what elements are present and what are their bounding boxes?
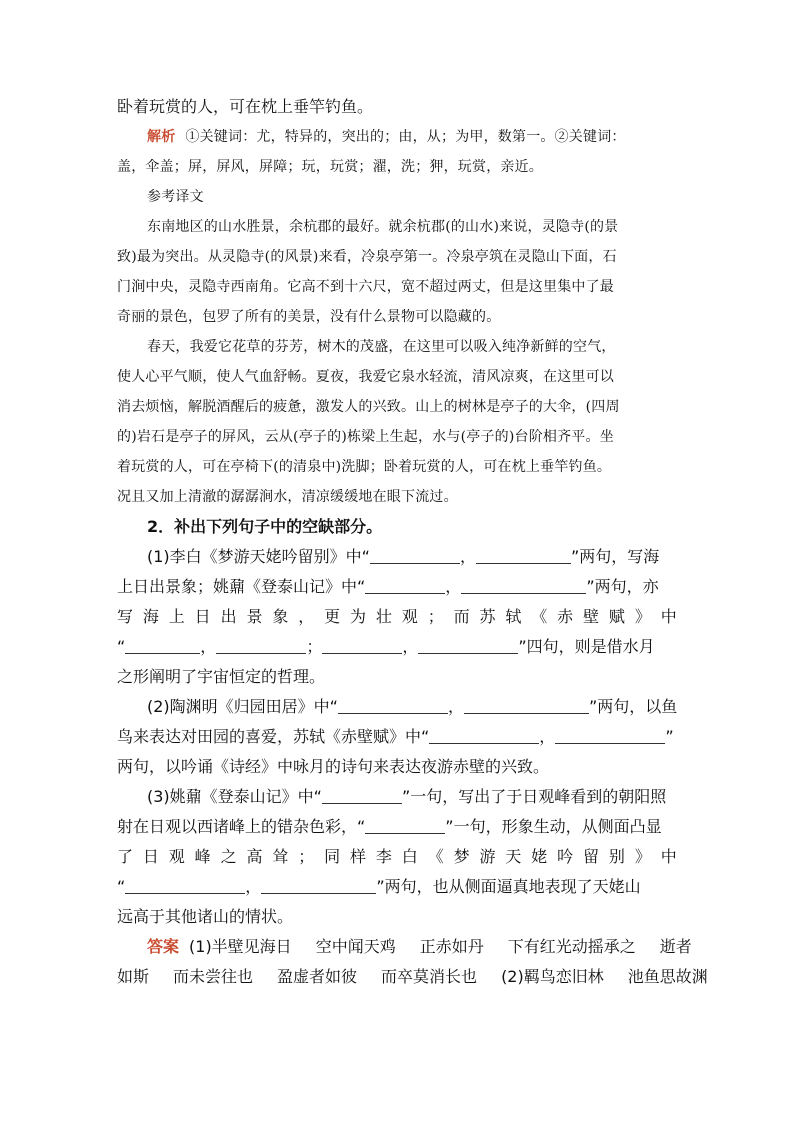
question-1-line-3 (117, 602, 677, 632)
question-char: 上 (168, 607, 185, 626)
reference-line: 况且又加上清澈的潺潺涧水，清凉缓缓地在眼下流过。 (117, 489, 458, 505)
question-3-line-5: 远高于其他诸山的情状。 (117, 907, 294, 926)
question-2-line-3: 两句，以吟诵《诗经》中咏月的诗句来表达夜游赤壁的兴致。 (117, 757, 550, 776)
question-char: 中 (660, 847, 677, 866)
question-char: 观 (401, 607, 418, 626)
question-char: 《 (531, 607, 548, 626)
translation-tail: 卧着玩赏的人，可在枕上垂竿钓鱼。 (117, 97, 374, 116)
question-text: (3)姚鼐《登泰山记》中“ (147, 787, 322, 806)
answer-blank[interactable] (365, 577, 445, 594)
question-char: ； (427, 607, 444, 626)
question-char: 观 (168, 847, 185, 866)
question-text: ”两句，以鱼 (588, 697, 678, 716)
answer-item: 正赤如丹 (419, 937, 484, 956)
question-text: (1)李白《梦游天姥吟留别》中“ (147, 547, 370, 566)
answer-item: 空中闻天鸡 (315, 937, 396, 956)
question-char: 景 (246, 607, 263, 626)
answer-blank[interactable] (461, 577, 586, 594)
question-text: ”两句，写海 (570, 547, 660, 566)
question-char: 出 (220, 607, 237, 626)
question-char: 同 (324, 847, 341, 866)
question-char: 赋 (608, 607, 625, 626)
answer-blank[interactable] (125, 877, 245, 894)
question-char: 游 (479, 847, 496, 866)
analysis-line-2: 盖，伞盖；屏，屏风，屏障；玩，玩赏；濯，洗；狎，玩赏，亲近。 (117, 159, 543, 175)
reference-line: 致)最为突出。从灵隐寺(的风景)来看，冷泉亭第一。冷泉亭筑在灵隐山下面，石 (117, 249, 617, 265)
punctuation: ， (445, 577, 462, 596)
answer-label: 答案 (147, 937, 180, 956)
answer-blank[interactable] (464, 697, 589, 714)
question-2-line-2 (117, 722, 677, 752)
question-1-line-5: 之形阐明了宇宙恒定的哲理。 (117, 667, 326, 686)
punctuation: ” (665, 727, 674, 746)
reference-line: 春天，我爱它花草的芬芳，树木的茂盛，在这里可以吸入纯净新鲜的空气， (147, 339, 616, 355)
question-text: 射在日观以西诸峰上的错杂色彩，“ (117, 817, 366, 836)
punctuation: “ (117, 637, 126, 656)
reference-line: 使人心平气顺，使人气血舒畅。夏夜，我爱它泉水轻流，清风凉爽，在这里可以 (117, 369, 614, 385)
question-char: 苏 (479, 607, 496, 626)
reference-line: 消去烦恼，解脱酒醒后的疲惫，激发人的兴致。山上的树林是亭子的大伞，(四周 (117, 399, 620, 415)
answer-item: 如斯 (117, 967, 150, 986)
question-3-line-2 (117, 812, 677, 842)
answer-item: 盈虚者如彼 (277, 967, 358, 986)
question-char: 梦 (453, 847, 470, 866)
reference-line: 的)岩石是亭子的屏风，云从(亭子的)栋梁上生起，水与(亭子的)台阶相齐平。坐 (117, 429, 614, 445)
answer-blank[interactable] (125, 637, 200, 654)
question-char: 写 (117, 607, 134, 626)
question-char: 姥 (531, 847, 548, 866)
question-char: 天 (505, 847, 522, 866)
answer-line-2 (117, 962, 708, 992)
punctuation: ， (200, 637, 217, 656)
question-1-line-1 (117, 542, 677, 572)
question-char: 白 (401, 847, 418, 866)
answer-item: 下有红光动摇承之 (507, 937, 636, 956)
question-3-line-4 (117, 872, 677, 902)
answer-item: 池鱼思故渊 (627, 967, 708, 986)
question-char: 为 (350, 607, 367, 626)
question-3-line-3 (117, 842, 677, 872)
question-char: 别 (608, 847, 625, 866)
question-char: 之 (220, 847, 237, 866)
question-char: 样 (350, 847, 367, 866)
answer-item: 逝者 (659, 937, 692, 956)
answer-blank[interactable] (338, 697, 448, 714)
document-content (117, 92, 708, 992)
question-text: ”两句，亦 (586, 577, 659, 596)
reference-line: 奇丽的景色，包罗了所有的美景，没有什么景物可以隐藏的。 (117, 309, 501, 325)
answer-item: 而未尝往也 (173, 967, 254, 986)
punctuation: ， (459, 547, 476, 566)
question-text: 鸟来表达对田园的喜爱，苏轼《赤壁赋》中“ (117, 727, 430, 746)
question-char: 更 (324, 607, 341, 626)
answer-blank[interactable] (429, 727, 539, 744)
punctuation: ， (447, 697, 464, 716)
question-char: ； (298, 847, 315, 866)
question-char: 中 (660, 607, 677, 626)
question-char: 日 (194, 607, 211, 626)
analysis-label: 解析 (147, 129, 176, 145)
question-char: 象 (272, 607, 289, 626)
question-char: 而 (453, 607, 470, 626)
question-char: 海 (142, 607, 159, 626)
question-1-line-4 (117, 632, 677, 662)
question-char: 吟 (557, 847, 574, 866)
answer-item: (2)羁鸟恋旧林 (501, 967, 604, 986)
question-char: 日 (142, 847, 159, 866)
question-char: 壁 (583, 607, 600, 626)
question-title: 2．补出下列句子中的空缺部分。 (147, 517, 383, 536)
question-text: ”一句，形象生动，从侧面凸显 (445, 817, 662, 836)
question-char: 高 (246, 847, 263, 866)
analysis-line-1 (117, 122, 677, 152)
question-text: 上日出景象；姚鼐《登泰山记》中“ (117, 577, 366, 596)
answer-blank[interactable] (322, 787, 402, 804)
analysis-text-1: ①关键词：尤，特异的，突出的；由，从；为甲，数第一。②关键词： (185, 129, 626, 145)
question-char: 》 (634, 607, 651, 626)
question-text: ”一句，写出了于日观峰看到的朝阳照 (401, 787, 667, 806)
reference-line: 门涧中央，灵隐寺西南角。它高不到十六尺，宽不超过两丈，但是这里集中了最 (117, 279, 614, 295)
question-char: 壮 (375, 607, 392, 626)
answer-blank[interactable] (365, 817, 445, 834)
question-char: 峰 (194, 847, 211, 866)
answer-blank[interactable] (261, 877, 376, 894)
answer-blank[interactable] (370, 547, 460, 564)
reference-line: 东南地区的山水胜景，余杭郡的最好。就余杭郡(的山水)来说，灵隐寺(的景 (147, 219, 619, 235)
answer-blank[interactable] (476, 547, 571, 564)
question-char: 》 (634, 847, 651, 866)
question-2-line-1 (117, 692, 677, 722)
punctuation: ， (402, 637, 419, 656)
question-char: 了 (117, 847, 134, 866)
question-text: (2)陶渊明《归园田居》中“ (147, 697, 338, 716)
question-char: ， (298, 607, 315, 626)
punctuation: ； (306, 637, 323, 656)
question-3-line-1 (117, 782, 677, 812)
reference-line: 着玩赏的人，可在亭椅下(的清泉中)洗脚；卧着玩赏的人，可在枕上垂竿钓鱼。 (117, 459, 612, 475)
punctuation: ， (245, 877, 262, 896)
answer-blank[interactable] (555, 727, 665, 744)
question-char: 留 (583, 847, 600, 866)
question-char: 耸 (272, 847, 289, 866)
question-char: 李 (375, 847, 392, 866)
answer-item: (1)半壁见海日 (189, 937, 292, 956)
reference-title: 参考译文 (147, 189, 204, 205)
punctuation: “ (117, 877, 126, 896)
question-1-line-2 (117, 572, 677, 602)
answer-line-1 (117, 932, 692, 962)
punctuation: ， (539, 727, 556, 746)
question-char: 轼 (505, 607, 522, 626)
question-char: 《 (427, 847, 444, 866)
question-text: ”两句，也从侧面逼真地表现了天姥山 (376, 877, 641, 896)
answer-blank[interactable] (216, 637, 306, 654)
answer-blank[interactable] (418, 637, 518, 654)
question-text: ”四句，则是借水月 (518, 637, 655, 656)
answer-item: 而卒莫消长也 (381, 967, 478, 986)
question-char: 赤 (557, 607, 574, 626)
answer-blank[interactable] (322, 637, 402, 654)
